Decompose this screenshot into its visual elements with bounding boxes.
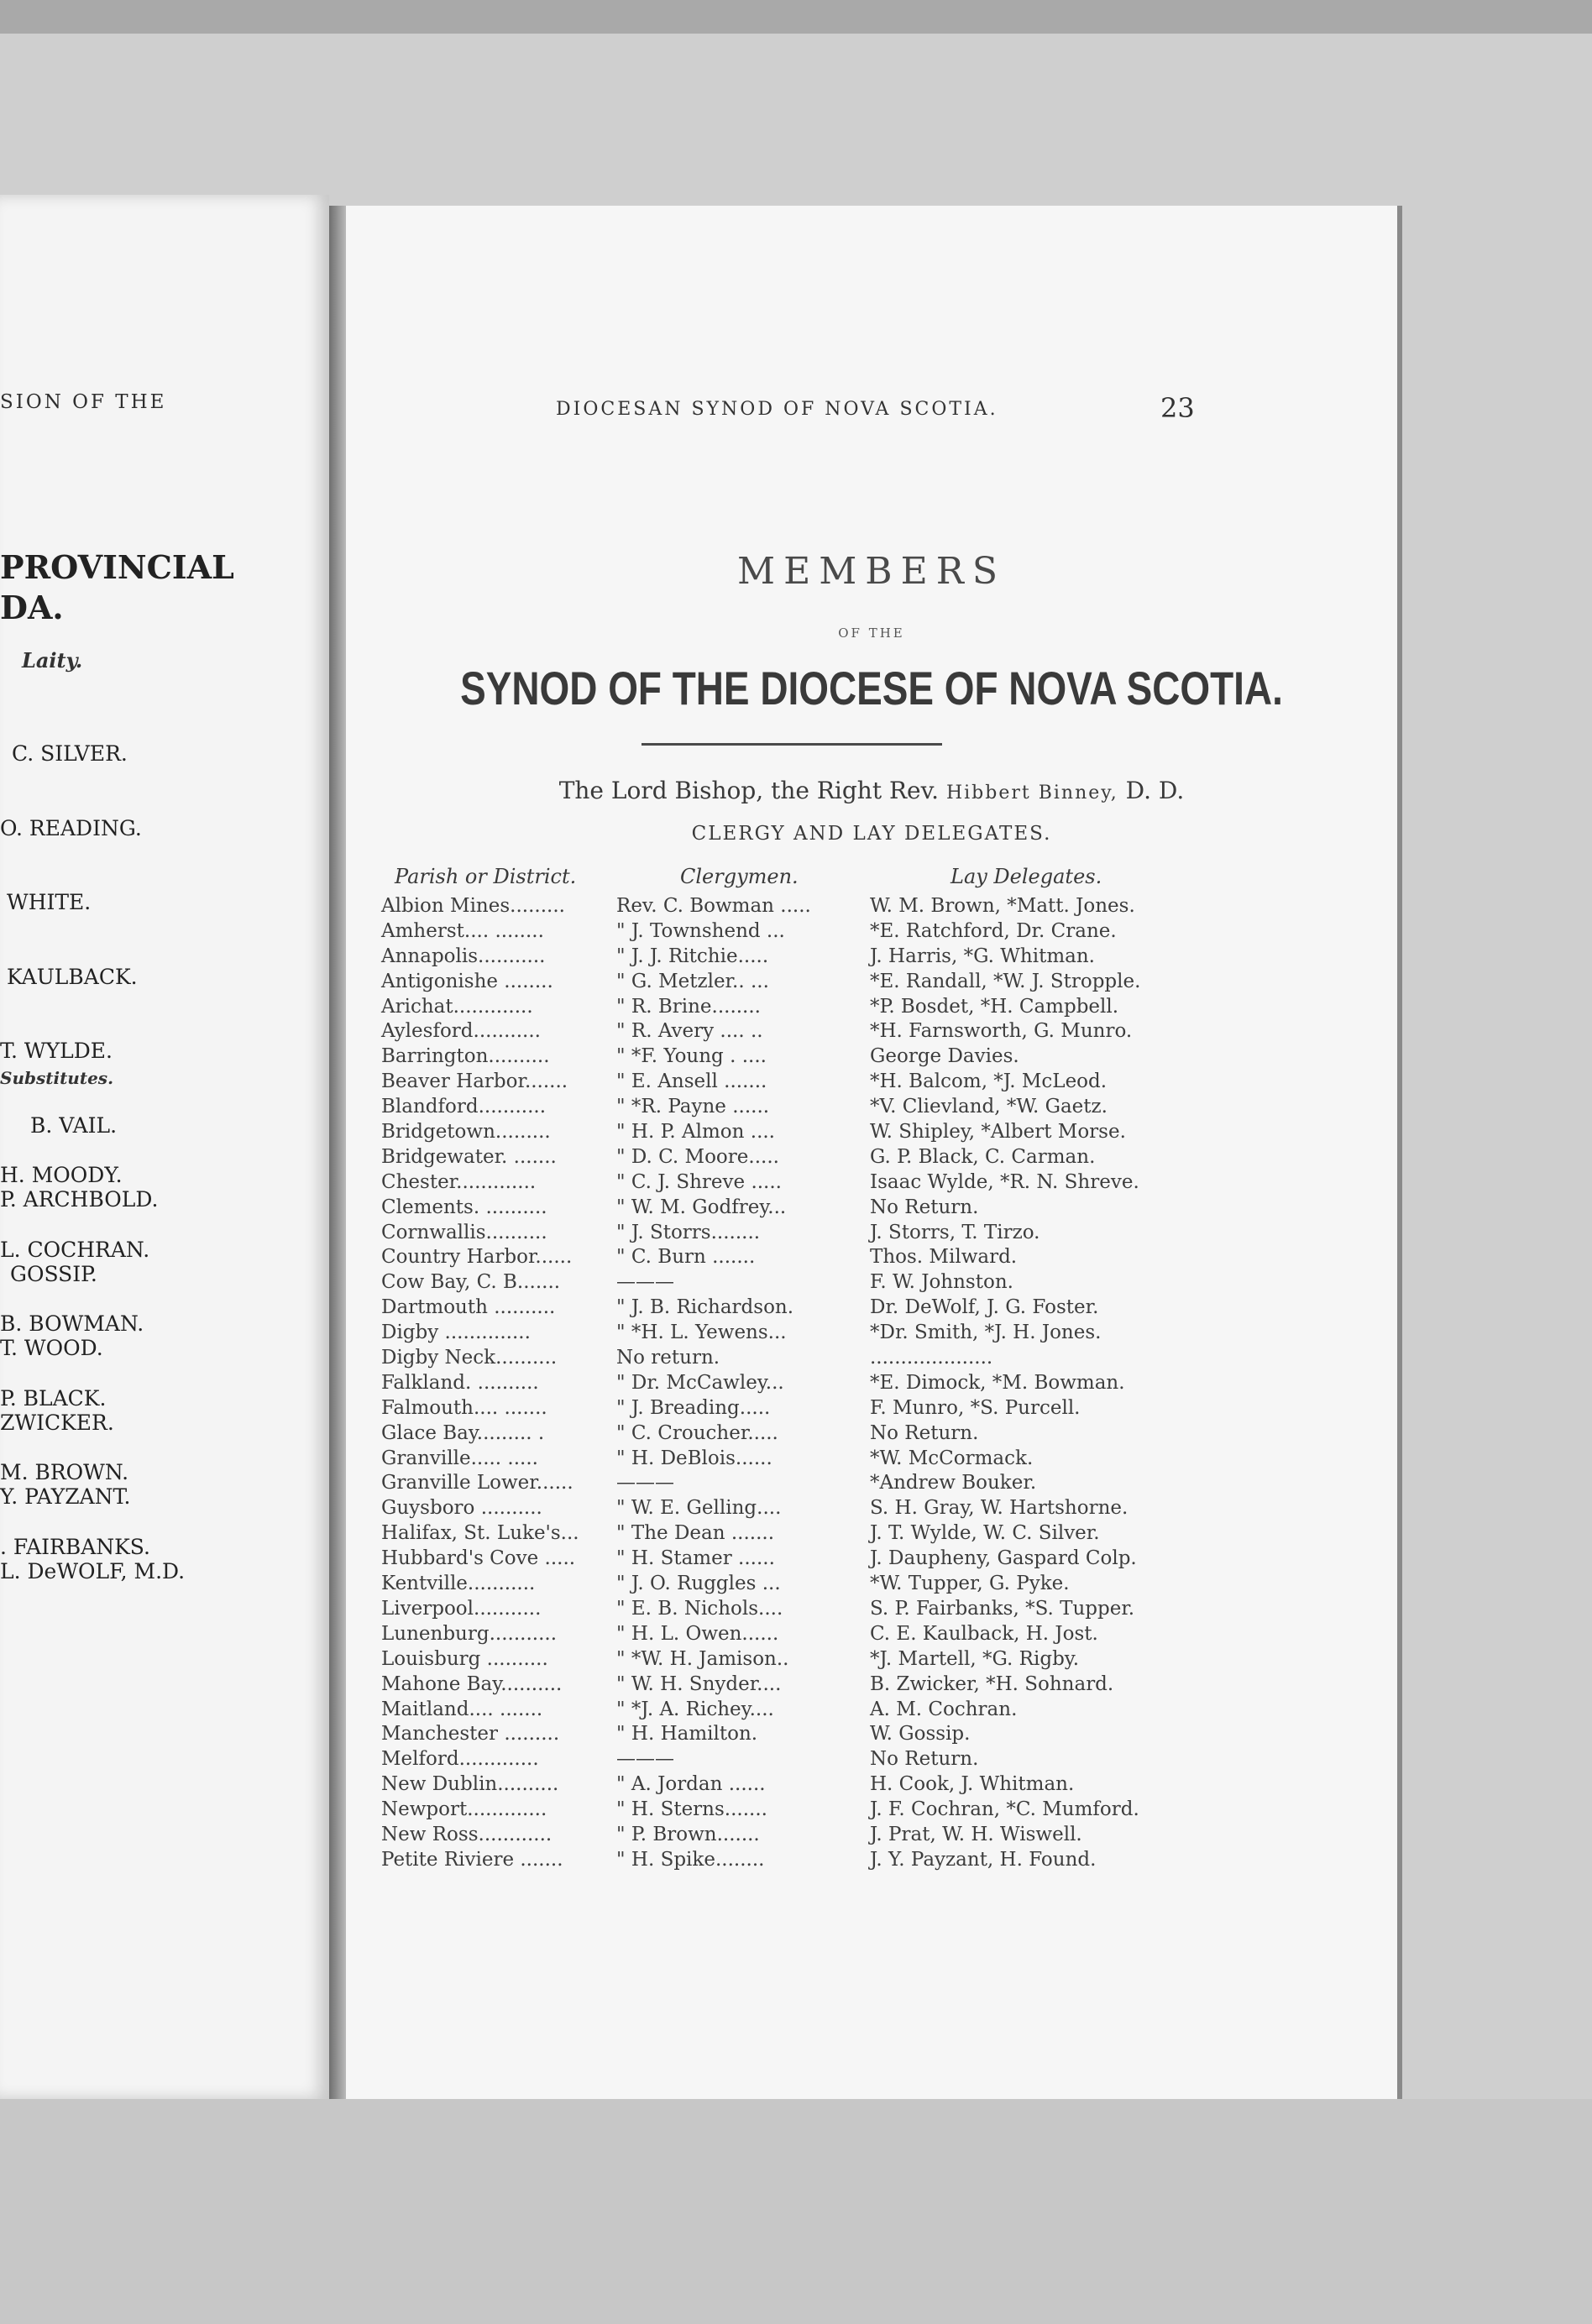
lay-delegates-cell: J. Prat, W. H. Wiswell. xyxy=(870,1823,1082,1845)
lay-delegates-cell: *W. Tupper, G. Pyke. xyxy=(870,1573,1070,1595)
laity-item: KAULBACK. xyxy=(7,964,138,989)
parish-cell: Amherst.... ........ xyxy=(381,919,544,942)
lay-delegates-cell: B. Zwicker, *H. Sohnard. xyxy=(870,1672,1114,1695)
parish-cell: Bridgewater. ....... xyxy=(381,1145,557,1168)
page-number: 23 xyxy=(1160,392,1195,424)
laity-item: C. SILVER. xyxy=(12,741,128,766)
substitutes-item: H. MOODY. xyxy=(0,1163,123,1187)
substitutes-item: L. COCHRAN. xyxy=(0,1237,150,1262)
scanner-border-bottom xyxy=(0,2099,1592,2324)
title-rule xyxy=(642,743,942,746)
clergy-cell: " R. Brine........ xyxy=(616,995,761,1018)
parish-cell: New Dublin.......... xyxy=(381,1773,559,1796)
laity-item: P. ARCHBOLD. xyxy=(0,1187,159,1212)
lay-delegates-cell: *Andrew Bouker. xyxy=(870,1472,1037,1494)
laity-item: GOSSIP. xyxy=(10,1261,97,1286)
lay-delegates-cell: *E. Ratchford, Dr. Crane. xyxy=(870,919,1117,942)
lay-delegates-cell: J. Y. Payzant, H. Found. xyxy=(870,1848,1097,1871)
left-title xyxy=(0,547,234,628)
column-head-lay: Lay Delegates. xyxy=(950,865,1102,888)
parish-cell: Guysboro .......... xyxy=(381,1497,542,1520)
members-heading: MEMBERS xyxy=(737,550,1006,593)
substitutes-item: B. BOWMAN. xyxy=(0,1311,144,1336)
column-head-clergy: Clergymen. xyxy=(680,865,799,888)
lay-delegates-cell: H. Cook, J. Whitman. xyxy=(870,1773,1075,1796)
clergy-cell: " G. Metzler.. ... xyxy=(616,970,769,992)
clergy-cell: " J. Townshend ... xyxy=(616,919,785,942)
lay-delegates-cell: *V. Clievland, *W. Gaetz. xyxy=(870,1096,1108,1118)
lay-delegates-cell: George Davies. xyxy=(870,1045,1019,1068)
bishop-suffix: D. D. xyxy=(1125,777,1185,804)
laity-item: Y. PAYZANT. xyxy=(0,1484,131,1509)
parish-cell: Bridgetown......... xyxy=(381,1121,551,1144)
lay-delegates-cell: S. H. Gray, W. Hartshorne. xyxy=(870,1497,1129,1520)
clergy-cell: " J. B. Richardson. xyxy=(616,1296,794,1319)
synod-title: SYNOD OF THE DIOCESE OF NOVA SCOTIA. xyxy=(460,662,1283,714)
lay-delegates-cell: J. Harris, *G. Whitman. xyxy=(870,945,1095,967)
clergy-cell: " The Dean ....... xyxy=(616,1522,775,1545)
lay-delegates-cell: A. M. Cochran. xyxy=(870,1698,1018,1720)
parish-cell: Louisburg .......... xyxy=(381,1647,548,1670)
clergy-cell: " H. Sterns....... xyxy=(616,1798,767,1821)
clergy-cell: " C. J. Shreve ..... xyxy=(616,1170,782,1193)
parish-cell: Liverpool........... xyxy=(381,1597,542,1620)
clergy-cell: " P. Brown....... xyxy=(616,1823,760,1845)
parish-cell: Dartmouth .......... xyxy=(381,1296,556,1319)
scanner-border-top xyxy=(0,0,1592,34)
clergy-cell: " E. B. Nichols.... xyxy=(616,1597,783,1620)
lay-delegates-cell: *H. Balcom, *J. McLeod. xyxy=(870,1070,1108,1093)
clergy-cell: " J. Storrs........ xyxy=(616,1221,761,1243)
parish-cell: Hubbard's Cove ..... xyxy=(381,1547,576,1570)
lay-delegates-cell: W. Shipley, *Albert Morse. xyxy=(870,1121,1126,1144)
parish-cell: Digby .............. xyxy=(381,1322,531,1344)
substitutes-item: P. BLACK. xyxy=(0,1385,107,1411)
laity-item: O. READING. xyxy=(0,815,142,840)
parish-cell: New Ross............ xyxy=(381,1823,552,1845)
clergy-cell: " *R. Payne ...... xyxy=(616,1096,770,1118)
lay-delegates-cell: C. E. Kaulback, H. Jost. xyxy=(870,1622,1098,1645)
lay-delegates-cell: J. T. Wylde, W. C. Silver. xyxy=(870,1522,1100,1545)
parish-cell: Chester............. xyxy=(381,1170,537,1193)
clergy-cell: Rev. C. Bowman ..... xyxy=(616,895,811,917)
parish-cell: Manchester ......... xyxy=(381,1723,560,1746)
clergy-cell: ——— xyxy=(616,1271,674,1294)
lay-delegates-cell: No Return. xyxy=(870,1421,979,1444)
parish-cell: Blandford........... xyxy=(381,1096,547,1118)
clergy-cell: " H. L. Owen...... xyxy=(616,1622,779,1645)
laity-item: B. VAIL. xyxy=(30,1112,118,1138)
clergy-cell: " C. Burn ....... xyxy=(616,1246,756,1269)
lay-delegates-cell: F. Munro, *S. Purcell. xyxy=(870,1396,1081,1419)
clergy-cell: " H. Hamilton. xyxy=(616,1723,758,1746)
lay-delegates-cell: Thos. Milward. xyxy=(870,1246,1018,1269)
lay-delegates-cell: *J. Martell, *G. Rigby. xyxy=(870,1647,1080,1670)
parish-cell: Halifax, St. Luke's... xyxy=(381,1522,579,1545)
parish-cell: Annapolis........... xyxy=(381,945,546,967)
parish-cell: Aylesford........... xyxy=(381,1020,541,1043)
lay-delegates-cell: *E. Randall, *W. J. Stropple. xyxy=(870,970,1141,992)
clergy-cell: " *W. H. Jamison.. xyxy=(616,1647,789,1670)
lay-delegates-cell: W. Gossip. xyxy=(870,1723,971,1746)
parish-cell: Kentville........... xyxy=(381,1573,536,1595)
lay-delegates-cell: *H. Farnsworth, G. Munro. xyxy=(870,1020,1133,1043)
lay-delegates-cell: Isaac Wylde, *R. N. Shreve. xyxy=(870,1170,1139,1193)
clergy-cell: " *J. A. Richey.... xyxy=(616,1698,774,1720)
clergy-cell: ——— xyxy=(616,1472,674,1494)
clergy-cell: " D. C. Moore..... xyxy=(616,1145,779,1168)
clergy-cell: " W. M. Godfrey... xyxy=(616,1196,787,1218)
parish-cell: Mahone Bay.......... xyxy=(381,1672,563,1695)
left-running-head: SION OF THE xyxy=(0,391,167,413)
clergy-cell: " Dr. McCawley... xyxy=(616,1371,784,1394)
lay-delegates-cell: *E. Dimock, *M. Bowman. xyxy=(870,1371,1125,1394)
substitutes-item: . FAIRBANKS. xyxy=(0,1534,150,1559)
parish-cell: Granville..... ..... xyxy=(381,1447,538,1469)
clergy-cell: " H. Spike........ xyxy=(616,1848,765,1871)
lay-delegates-cell: W. M. Brown, *Matt. Jones. xyxy=(870,895,1135,917)
lay-delegates-cell: S. P. Fairbanks, *S. Tupper. xyxy=(870,1597,1135,1620)
substitutes-list xyxy=(0,1113,150,1609)
left-title-line-2: DA. xyxy=(0,589,64,626)
parish-cell: Cow Bay, C. B....... xyxy=(381,1271,561,1294)
parish-cell: Clements. .......... xyxy=(381,1196,547,1218)
right-page xyxy=(346,206,1397,2099)
clergy-cell: " E. Ansell ....... xyxy=(616,1070,767,1093)
lay-delegates-cell: Dr. DeWolf, J. G. Foster. xyxy=(870,1296,1099,1319)
left-page xyxy=(0,195,329,2099)
parish-cell: Beaver Harbor....... xyxy=(381,1070,568,1093)
lay-delegates-cell: *P. Bosdet, *H. Campbell. xyxy=(870,995,1119,1018)
clergy-cell: No return. xyxy=(616,1347,720,1369)
parish-cell: Granville Lower...... xyxy=(381,1472,573,1494)
parish-cell: Glace Bay......... . xyxy=(381,1421,545,1444)
delegates-heading: CLERGY AND LAY DELEGATES. xyxy=(691,823,1052,845)
parish-cell: Country Harbor...... xyxy=(381,1246,573,1269)
laity-item: WHITE. xyxy=(7,890,92,914)
parish-cell: Antigonishe ........ xyxy=(381,970,553,992)
of-the-heading: OF THE xyxy=(838,625,905,641)
clergy-cell: " J. J. Ritchie..... xyxy=(616,945,769,967)
parish-cell: Lunenburg........... xyxy=(381,1622,557,1645)
laity-item: T. WYLDE. xyxy=(0,1039,113,1063)
parish-cell: Maitland.... ....... xyxy=(381,1698,543,1720)
clergy-cell: " A. Jordan ...... xyxy=(616,1773,766,1796)
parish-cell: Barrington.......... xyxy=(381,1045,550,1068)
bishop-line xyxy=(346,777,1397,804)
clergy-cell: " J. Breading..... xyxy=(616,1396,771,1419)
substitutes-heading: Substitutes. xyxy=(0,1068,114,1088)
left-title-line-1: PROVINCIAL xyxy=(0,548,234,586)
column-head-parish: Parish or District. xyxy=(395,865,577,888)
book-gutter xyxy=(329,206,346,2099)
bishop-prefix: The Lord Bishop, the Right Rev. xyxy=(558,777,940,804)
bishop-name: Hibbert Binney, xyxy=(945,783,1118,803)
clergy-cell: " J. O. Ruggles ... xyxy=(616,1573,781,1595)
clergy-cell: " H. DeBlois...... xyxy=(616,1447,772,1469)
clergy-cell: " *F. Young . .... xyxy=(616,1045,767,1068)
lay-delegates-cell: G. P. Black, C. Carman. xyxy=(870,1145,1096,1168)
clergy-cell: " W. H. Snyder.... xyxy=(616,1672,782,1695)
clergy-cell: ——— xyxy=(616,1748,674,1771)
lay-delegates-cell: No Return. xyxy=(870,1196,979,1218)
parish-cell: Cornwallis.......... xyxy=(381,1221,547,1243)
parish-cell: Petite Riviere ....... xyxy=(381,1848,563,1871)
lay-delegates-cell: J. Storrs, T. Tirzo. xyxy=(870,1221,1040,1243)
parish-cell: Newport............. xyxy=(381,1798,547,1821)
clergy-cell: " H. Stamer ...... xyxy=(616,1547,775,1570)
clergy-cell: " W. E. Gelling.... xyxy=(616,1497,782,1520)
laity-heading: Laity. xyxy=(22,648,83,673)
parish-cell: Arichat............. xyxy=(381,995,533,1018)
lay-delegates-cell: J. F. Cochran, *C. Mumford. xyxy=(870,1798,1139,1821)
clergy-cell: " C. Croucher..... xyxy=(616,1421,778,1444)
laity-item: L. DeWOLF, M.D. xyxy=(0,1558,186,1583)
laity-item: T. WOOD. xyxy=(0,1336,103,1360)
lay-delegates-cell: F. W. Johnston. xyxy=(870,1271,1013,1294)
lay-delegates-cell: *W. McCormack. xyxy=(870,1447,1034,1469)
lay-delegates-cell: *Dr. Smith, *J. H. Jones. xyxy=(870,1322,1102,1344)
running-head: DIOCESAN SYNOD OF NOVA SCOTIA. xyxy=(556,399,998,420)
clergy-cell: " H. P. Almon .... xyxy=(616,1121,775,1144)
substitutes-item: M. BROWN. xyxy=(0,1460,129,1484)
parish-cell: Falkland. .......... xyxy=(381,1371,539,1394)
laity-item: ZWICKER. xyxy=(0,1410,114,1435)
parish-cell: Falmouth.... ....... xyxy=(381,1396,547,1419)
parish-cell: Albion Mines......... xyxy=(381,895,565,917)
lay-delegates-cell: .................... xyxy=(870,1347,993,1369)
parish-cell: Digby Neck.......... xyxy=(381,1347,558,1369)
parish-cell: Melford............. xyxy=(381,1748,539,1771)
lay-delegates-cell: No Return. xyxy=(870,1748,979,1771)
clergy-cell: " *H. L. Yewens... xyxy=(616,1322,787,1344)
lay-delegates-cell: J. Daupheny, Gaspard Colp. xyxy=(870,1547,1137,1570)
clergy-cell: " R. Avery .... .. xyxy=(616,1020,763,1043)
